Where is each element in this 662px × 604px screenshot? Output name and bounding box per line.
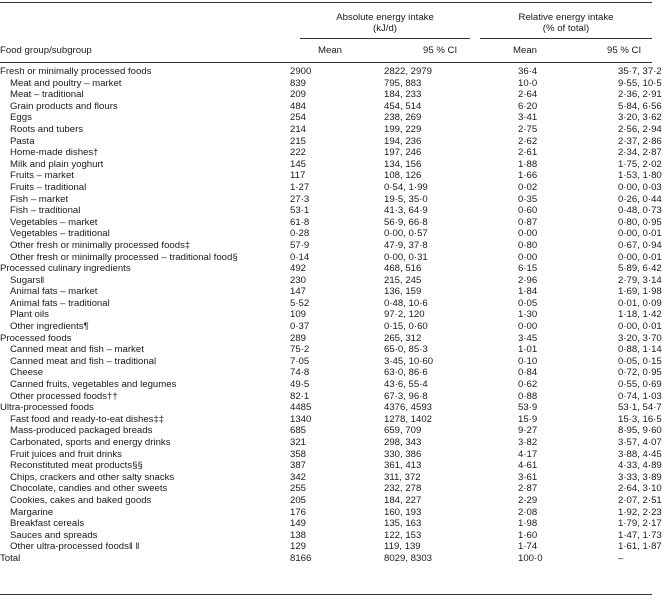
row-ci-relative: 0·80, 0·95	[618, 216, 662, 228]
row-mean-absolute: 222	[290, 147, 307, 159]
row-ci-relative: 53·1, 54·7	[618, 402, 662, 414]
row-mean-absolute: 321	[290, 437, 307, 448]
row-mean-relative: 4·17	[518, 448, 538, 460]
bottom-rule	[0, 594, 652, 595]
row-ci-relative: 1·47, 1·73	[618, 529, 662, 541]
row-mean-relative: 2·96	[518, 274, 538, 286]
row-ci-absolute: 298, 343	[384, 437, 422, 448]
row-name: Fruit juices and fruit drinks	[10, 448, 122, 460]
row-mean-absolute: 129	[290, 541, 307, 553]
row-mean-absolute: 147	[290, 286, 307, 298]
row-mean-absolute: 358	[290, 448, 307, 460]
row-mean-relative: 6·15	[518, 263, 538, 275]
row-ci-absolute: 0·15, 0·60	[384, 321, 428, 333]
data-table	[0, 66, 662, 565]
row-mean-relative: 0·84	[518, 367, 538, 379]
row-mean-relative: 0·00	[518, 251, 538, 263]
row-mean-relative: 0·00	[518, 228, 538, 240]
row-ci-relative: 3·33, 3·89	[618, 471, 662, 483]
row-ci-relative: 0·00, 0·03	[618, 181, 662, 193]
row-ci-relative: 2·56, 2·94	[618, 123, 662, 135]
row-ci-relative: 0·72, 0·95	[618, 367, 662, 379]
row-ci-absolute: 134, 156	[384, 158, 422, 170]
row-mean-relative: 3·45	[518, 332, 538, 344]
table-row	[0, 530, 652, 542]
row-ci-absolute: 0·00, 0·57	[384, 228, 428, 240]
row-ci-absolute: 0·54, 1·99	[384, 181, 428, 193]
row-mean-absolute: 1·27	[290, 181, 310, 193]
row-name: Mass-produced packaged breads	[10, 425, 153, 437]
table-row	[0, 553, 652, 565]
table-row	[0, 194, 652, 206]
row-name: Other ingredients¶	[10, 321, 89, 333]
row-ci-absolute: 215, 245	[384, 274, 422, 286]
row-ci-relative: 1·79, 2·17	[618, 518, 662, 530]
row-ci-relative: 0·00, 0·01	[618, 321, 662, 333]
group-rule-relative	[480, 38, 652, 39]
table-row	[0, 240, 652, 252]
row-ci-absolute: 361, 413	[384, 460, 422, 472]
row-mean-relative: 2·08	[518, 506, 538, 518]
row-mean-relative: 1·60	[518, 529, 538, 541]
row-mean-absolute: 49·5	[290, 379, 310, 391]
row-name: Pasta	[10, 135, 35, 147]
row-name: Roots and tubers	[10, 123, 84, 135]
row-mean-relative: 2·62	[518, 135, 538, 147]
group-header-relative	[480, 12, 652, 34]
row-name: Ultra-processed foods	[0, 402, 94, 414]
row-mean-absolute: 0·28	[290, 228, 310, 240]
row-name: Chocolate, candies and other sweets	[10, 483, 168, 495]
row-ci-absolute: 4376, 4593	[384, 402, 433, 414]
row-mean-absolute: 74·8	[290, 367, 310, 379]
row-mean-absolute: 342	[290, 471, 307, 483]
table-row	[0, 472, 652, 484]
row-ci-relative: 3·20, 3·62	[618, 112, 662, 124]
table-row	[0, 541, 652, 553]
row-ci-absolute: 47·9, 37·8	[384, 239, 428, 251]
row-ci-relative: 9·55, 10·5	[618, 77, 662, 89]
row-mean-relative: 3·82	[518, 437, 538, 448]
row-ci-absolute: 454, 514	[384, 100, 422, 112]
row-ci-relative: –	[618, 552, 624, 564]
row-ci-relative: 3·57, 4·07	[618, 437, 662, 448]
row-ci-relative: 2·79, 3·14	[618, 274, 662, 286]
row-mean-relative: 0·80	[518, 239, 538, 251]
table-row	[0, 263, 652, 275]
row-mean-relative: 1·66	[518, 170, 538, 182]
table-row	[0, 205, 652, 217]
row-name: Margarine	[10, 506, 54, 518]
row-mean-absolute: 5·52	[290, 297, 310, 309]
row-ci-absolute: 108, 126	[384, 170, 422, 182]
row-mean-absolute: 0·14	[290, 251, 310, 263]
row-ci-absolute: 265, 312	[384, 332, 422, 344]
row-ci-absolute: 197, 246	[384, 147, 422, 159]
row-mean-relative: 9·27	[518, 425, 538, 437]
row-ci-relative: 4·33, 4·89	[618, 460, 662, 472]
row-mean-relative: 0·10	[518, 355, 538, 367]
table-row	[0, 460, 652, 472]
row-ci-absolute: 65·0, 85·3	[384, 344, 428, 356]
row-ci-relative: 0·88, 1·14	[618, 344, 662, 356]
group-header-absolute-line1: Absolute energy intake	[336, 12, 434, 23]
row-mean-relative: 1·01	[518, 344, 538, 356]
row-mean-absolute: 255	[290, 483, 307, 495]
row-ci-relative: 0·00, 0·01	[618, 251, 662, 263]
row-mean-absolute: 839	[290, 77, 307, 89]
row-mean-relative: 2·29	[518, 494, 538, 506]
row-ci-absolute: 3·45, 10·60	[384, 355, 434, 367]
row-name: Total	[0, 552, 21, 564]
row-mean-absolute: 492	[290, 263, 307, 275]
table-row	[0, 89, 652, 101]
row-mean-absolute: 176	[290, 506, 307, 518]
group-header-absolute-line2: (kJ/d)	[373, 23, 397, 34]
row-mean-relative: 0·02	[518, 181, 538, 193]
row-ci-absolute: 330, 386	[384, 448, 422, 460]
row-mean-relative: 0·00	[518, 321, 538, 333]
row-mean-absolute: 214	[290, 123, 307, 135]
row-ci-relative: 2·64, 3·10	[618, 483, 662, 495]
row-ci-relative: 0·26, 0·44	[618, 193, 662, 205]
row-mean-absolute: 53·1	[290, 205, 310, 217]
table-row	[0, 379, 652, 391]
table-row	[0, 437, 652, 449]
row-mean-relative: 0·87	[518, 216, 538, 228]
table-row	[0, 518, 652, 530]
row-ci-absolute: 238, 269	[384, 112, 422, 124]
table-row	[0, 367, 652, 379]
table-row	[0, 507, 652, 519]
row-ci-absolute: 97·2, 120	[384, 309, 425, 321]
row-ci-absolute: 135, 163	[384, 518, 422, 530]
row-ci-absolute: 659, 709	[384, 425, 422, 437]
row-name: Processed culinary ingredients	[0, 263, 131, 275]
row-mean-relative: 0·05	[518, 297, 538, 309]
row-name: Fish – market	[10, 193, 69, 205]
table-row	[0, 333, 652, 345]
table-row	[0, 101, 652, 113]
row-name: Other fresh or minimally processed – traditional food§	[10, 251, 238, 263]
row-name: Breakfast cereals	[10, 518, 85, 530]
row-name: Other processed foods††	[10, 390, 118, 402]
table-row	[0, 275, 652, 287]
table-row	[0, 321, 652, 333]
col-header-ci-rel: 95 % CI	[607, 45, 642, 56]
table-row	[0, 286, 652, 298]
row-ci-absolute: 63·0, 86·6	[384, 367, 428, 379]
table-row	[0, 228, 652, 240]
row-mean-relative: 0·88	[518, 390, 538, 402]
table-row	[0, 159, 652, 171]
row-name: Animal fats – market	[10, 286, 98, 298]
table-row	[0, 402, 652, 414]
table-row	[0, 78, 652, 90]
row-mean-absolute: 61·8	[290, 216, 310, 228]
row-name: Cheese	[10, 367, 44, 379]
table-body	[0, 66, 662, 565]
row-ci-relative: 5·84, 6·56	[618, 100, 662, 112]
row-name: Vegetables – market	[10, 216, 98, 228]
row-mean-absolute: 8166	[290, 552, 312, 564]
row-ci-relative: 5·89, 6·42	[618, 263, 662, 275]
row-mean-relative: 0·60	[518, 205, 538, 217]
row-mean-relative: 1·88	[518, 158, 538, 170]
row-ci-relative: 0·48, 0·73	[618, 205, 662, 217]
table-row	[0, 66, 652, 78]
row-mean-absolute: 230	[290, 274, 307, 286]
group-header-relative-line2: (% of total)	[542, 23, 590, 34]
row-ci-relative: 1·18, 1·42	[618, 309, 662, 321]
row-mean-relative: 2·61	[518, 147, 538, 159]
row-ci-absolute: 56·9, 66·8	[384, 216, 428, 228]
table-row	[0, 391, 652, 403]
row-ci-relative: 0·67, 0·94	[618, 239, 662, 251]
row-name: Other ultra-processed foods‖ ‖	[10, 541, 140, 553]
table-row	[0, 483, 652, 495]
row-mean-absolute: 117	[290, 170, 306, 182]
header-rule	[0, 62, 652, 63]
row-name: Sauces and spreads	[10, 529, 98, 541]
row-ci-absolute: 67·3, 96·8	[384, 390, 428, 402]
row-mean-relative: 1·30	[518, 309, 538, 321]
row-mean-relative: 100·0	[518, 552, 543, 564]
row-name: Processed foods	[0, 332, 72, 344]
row-ci-absolute: 0·00, 0·31	[384, 251, 428, 263]
row-mean-relative: 0·35	[518, 193, 538, 205]
row-mean-relative: 36·4	[518, 66, 538, 77]
row-ci-relative: 1·92, 2·23	[618, 506, 662, 518]
row-ci-absolute: 184, 233	[384, 89, 422, 101]
table-row	[0, 182, 652, 194]
row-mean-relative: 15·9	[518, 413, 538, 425]
row-ci-absolute: 795, 883	[384, 77, 422, 89]
row-mean-relative: 53·9	[518, 402, 538, 414]
row-ci-relative: 1·75, 2·02	[618, 158, 662, 170]
table-row	[0, 298, 652, 310]
row-mean-absolute: 289	[290, 332, 307, 344]
row-name: Chips, crackers and other salty snacks	[10, 471, 175, 483]
table-row	[0, 170, 652, 182]
row-ci-relative: 0·74, 1·03	[618, 390, 662, 402]
row-name: Fast food and ready-to-eat dishes‡‡	[10, 413, 165, 425]
row-ci-absolute: 136, 159	[384, 286, 422, 298]
row-ci-relative: 35·7, 37·2	[618, 66, 662, 77]
row-ci-absolute: 122, 153	[384, 529, 422, 541]
row-name: Plant oils	[10, 309, 49, 321]
row-ci-absolute: 0·48, 10·6	[384, 297, 428, 309]
row-ci-relative: 3·20, 3·70	[618, 332, 662, 344]
row-mean-relative: 2·64	[518, 89, 538, 101]
row-ci-absolute: 19·5, 35·0	[384, 193, 428, 205]
row-ci-absolute: 232, 278	[384, 483, 422, 495]
row-ci-relative: 1·53, 1·80	[618, 170, 662, 182]
group-rule-absolute	[300, 38, 470, 39]
row-name: Canned meat and fish – traditional	[10, 355, 157, 367]
table-row	[0, 147, 652, 159]
row-mean-absolute: 57·9	[290, 239, 310, 251]
row-ci-absolute: 8029, 8303	[384, 552, 433, 564]
row-ci-relative: 0·05, 0·15	[618, 355, 662, 367]
row-name: Fish – traditional	[10, 205, 81, 217]
row-name: Meat – traditional	[10, 89, 84, 101]
row-ci-absolute: 119, 139	[384, 541, 421, 553]
table-row	[0, 495, 652, 507]
row-mean-absolute: 387	[290, 460, 307, 472]
row-name: Fruits – market	[10, 170, 74, 182]
table-row	[0, 356, 652, 368]
row-name: Cookies, cakes and baked goods	[10, 494, 152, 506]
table-row	[0, 414, 652, 426]
row-mean-absolute: 484	[290, 100, 307, 112]
row-mean-absolute: 254	[290, 112, 307, 124]
row-mean-absolute: 4485	[290, 402, 312, 414]
row-mean-absolute: 75·2	[290, 344, 310, 356]
row-mean-relative: 1·84	[518, 286, 538, 298]
row-mean-absolute: 209	[290, 89, 307, 101]
row-ci-absolute: 199, 229	[384, 123, 422, 135]
row-ci-relative: 1·61, 1·87	[618, 541, 662, 553]
row-ci-relative: 0·01, 0·09	[618, 297, 662, 309]
row-mean-relative: 1·98	[518, 518, 538, 530]
row-name: Sugars‖	[10, 274, 45, 286]
row-ci-absolute: 194, 236	[384, 135, 422, 147]
row-ci-relative: 2·34, 2·87	[618, 147, 662, 159]
row-ci-absolute: 184, 227	[384, 494, 422, 506]
group-header-absolute	[300, 12, 470, 34]
col-header-mean-rel: Mean	[513, 45, 537, 56]
row-name: Fruits – traditional	[10, 181, 87, 193]
row-ci-absolute: 468, 516	[384, 263, 422, 275]
row-ci-relative: 2·07, 2·51	[618, 494, 662, 506]
row-mean-relative: 2·87	[518, 483, 538, 495]
row-mean-absolute: 27·3	[290, 193, 310, 205]
row-mean-absolute: 215	[290, 135, 307, 147]
table-row	[0, 217, 652, 229]
row-mean-absolute: 205	[290, 494, 307, 506]
row-mean-absolute: 138	[290, 529, 307, 541]
table-row	[0, 425, 652, 437]
row-mean-relative: 2·75	[518, 123, 538, 135]
row-name: Fresh or minimally processed foods	[0, 66, 152, 77]
row-mean-relative: 6·20	[518, 100, 538, 112]
row-name: Vegetables – traditional	[10, 228, 110, 240]
row-mean-relative: 3·41	[518, 112, 538, 124]
row-name: Other fresh or minimally processed foods‡	[10, 239, 191, 251]
table-row	[0, 136, 652, 148]
row-ci-absolute: 43·6, 55·4	[384, 379, 428, 391]
row-name: Meat and poultry – market	[10, 77, 122, 89]
row-ci-absolute: 2822, 2979	[384, 66, 433, 77]
table-row	[0, 449, 652, 461]
top-rule	[0, 2, 652, 3]
row-ci-relative: 3·88, 4·45	[618, 448, 662, 460]
row-name: Reconstituted meat products§§	[10, 460, 143, 472]
row-mean-absolute: 149	[290, 518, 307, 530]
row-mean-relative: 4·61	[518, 460, 538, 472]
row-mean-relative: 1·74	[518, 541, 538, 553]
row-name: Home-made dishes†	[10, 147, 99, 159]
row-name: Milk and plain yoghurt	[10, 158, 104, 170]
row-ci-absolute: 160, 193	[384, 506, 422, 518]
row-ci-absolute: 1278, 1402	[384, 413, 433, 425]
row-ci-relative: 0·00, 0·01	[618, 228, 662, 240]
row-name: Carbonated, sports and energy drinks	[10, 437, 171, 448]
row-ci-absolute: 41·3, 64·9	[384, 205, 428, 217]
row-name: Canned meat and fish – market	[10, 344, 144, 356]
row-ci-relative: 2·36, 2·91	[618, 89, 662, 101]
row-name: Eggs	[10, 112, 32, 124]
row-ci-relative: 2·37, 2·86	[618, 135, 662, 147]
row-name: Grain products and flours	[10, 100, 118, 112]
row-mean-relative: 3·61	[518, 471, 538, 483]
table-row	[0, 112, 652, 124]
row-mean-absolute: 109	[290, 309, 307, 321]
col-header-name: Food group/subgroup	[0, 45, 92, 56]
row-mean-absolute: 82·1	[290, 390, 310, 402]
table-row	[0, 124, 652, 136]
row-mean-relative: 0·62	[518, 379, 538, 391]
row-ci-absolute: 311, 372	[384, 471, 421, 483]
row-mean-absolute: 685	[290, 425, 307, 437]
row-mean-absolute: 145	[290, 158, 307, 170]
row-mean-absolute: 1340	[290, 413, 312, 425]
col-header-mean-abs: Mean	[318, 45, 342, 56]
row-ci-relative: 0·55, 0·69	[618, 379, 662, 391]
row-ci-relative: 8·95, 9·60	[618, 425, 662, 437]
row-mean-relative: 10·0	[518, 77, 538, 89]
table-row	[0, 252, 652, 264]
col-header-ci-abs: 95 % CI	[423, 45, 458, 56]
table-row	[0, 309, 652, 321]
row-ci-relative: 15·3, 16·5	[618, 413, 662, 425]
table-row	[0, 344, 652, 356]
row-ci-relative: 1·69, 1·98	[618, 286, 662, 298]
row-mean-absolute: 2900	[290, 66, 312, 77]
row-name: Animal fats – traditional	[10, 297, 110, 309]
row-mean-absolute: 7·05	[290, 355, 310, 367]
row-mean-absolute: 0·37	[290, 321, 310, 333]
group-header-relative-line1: Relative energy intake	[518, 12, 614, 23]
row-name: Canned fruits, vegetables and legumes	[10, 379, 177, 391]
